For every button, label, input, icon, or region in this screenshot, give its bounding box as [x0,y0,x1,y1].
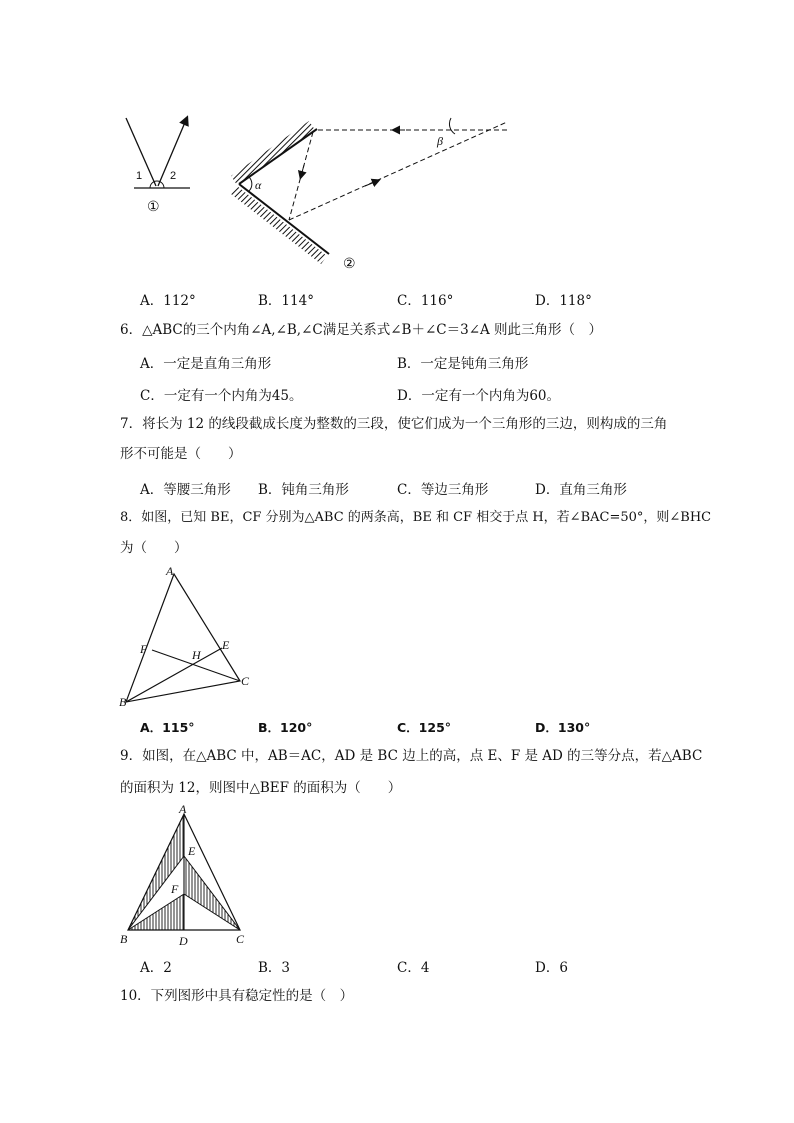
q8-label-c: C [241,674,250,688]
upper-mirror [239,129,317,184]
q8-label-a: A [166,564,174,578]
q8-triangle-diagram [116,564,254,708]
q5-option-a[interactable]: A．112° [140,293,196,309]
q9-label-b: B [120,932,128,946]
q8-label-b: B [119,695,127,709]
q9-label-f: F [171,882,179,896]
q5-option-b[interactable]: B．114° [258,293,314,309]
q8-option-b[interactable]: B．120° [258,720,313,735]
q8-label-f: F [140,642,148,656]
q9-label-e: E [188,844,196,858]
q8-label-h: H [192,648,201,662]
q6-stem: 6．△ABC的三个内角∠A,∠B,∠C满足关系式∠B＋∠C＝3∠A 则此三角形（ ） [120,322,603,338]
q9-stem-line1: 9．如图，在△ABC 中，AB＝AC，AD 是 BC 边上的高，点 E、F 是 AD 的三等分点，若△ABC [120,748,703,764]
q8-label-e: E [222,638,230,652]
corner-mirror-figure [225,110,525,275]
q9-triangle-diagram [116,802,252,950]
figure2-number: ② [343,255,356,271]
q6-option-b[interactable]: B．一定是钝角三角形 [397,356,529,372]
outgoing-ray [289,122,507,220]
reflection-figure [120,112,200,222]
alpha-arc [249,177,252,191]
q7-option-b[interactable]: B．钝角三角形 [258,482,349,498]
q5-option-d[interactable]: D．118° [535,293,592,309]
q5-option-c[interactable]: C．116° [397,293,454,309]
lower-mirror [239,184,329,254]
reflection-diagram [120,112,200,222]
middle-ray-arrow [301,165,304,176]
q9-option-c[interactable]: C．4 [397,960,430,976]
q6-option-d[interactable]: D．一定有一个内角为60。 [397,388,561,404]
angle2-label: 2 [170,170,177,182]
lower-mirror-hatch [231,186,327,264]
q9-triangle-figure [116,802,252,950]
q10-stem: 10．下列图形中具有稳定性的是（ ） [120,988,354,1004]
q9-option-b[interactable]: B．3 [258,960,291,976]
q8-triangle-figure [116,564,254,708]
q8-stem-line2: 为（ ） [120,540,188,556]
q9-label-c: C [236,932,245,946]
beta-label: β [437,134,443,148]
q7-option-a[interactable]: A．等腰三角形 [140,482,231,498]
q8-option-c[interactable]: C．125° [397,720,452,735]
q9-stem-line2: 的面积为 12，则图中△BEF 的面积为（ ） [120,780,402,796]
q7-option-c[interactable]: C．等边三角形 [397,482,489,498]
q9-option-a[interactable]: A．2 [140,960,172,976]
q9-option-d[interactable]: D．6 [535,960,568,976]
q8-option-d[interactable]: D．130° [535,720,591,735]
outgoing-ray-arrow [365,181,377,186]
figure1-number: ① [147,198,160,214]
q7-option-d[interactable]: D．直角三角形 [535,482,627,498]
q8-stem-line1: 8．如图，已知 BE，CF 分别为△ABC 的两条高，BE 和 CF 相交于点 H，若∠BAC=50°，则∠BHC [120,510,712,525]
alpha-label: α [255,178,262,192]
q7-stem-line1: 7．将长为 12 的线段截成长度为整数的三段，使它们成为一个三角形的三边，则构成的三角 [120,416,668,432]
q9-label-a: A [179,802,187,816]
q6-option-a[interactable]: A．一定是直角三角形 [140,356,272,372]
q7-stem-line2: 形不可能是（ ） [120,446,242,462]
upper-mirror-hatch [231,121,315,185]
q8-option-a[interactable]: A．115° [140,720,195,735]
q6-option-c[interactable]: C．一定有一个内角为45。 [140,388,303,404]
q9-label-d: D [179,934,188,948]
corner-mirror-diagram [225,110,525,275]
beta-arc [449,118,455,134]
angle1-label: 1 [136,170,143,182]
